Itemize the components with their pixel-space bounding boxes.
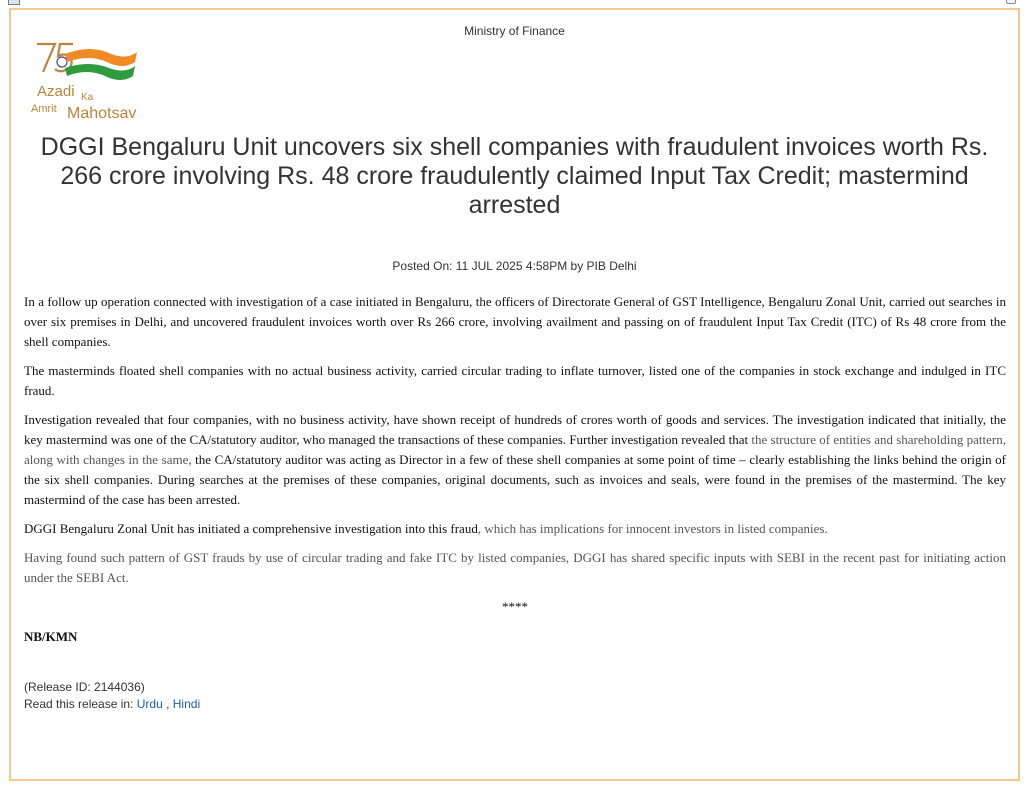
- logo-graphic: [29, 40, 159, 122]
- paragraph-3-part-1: Investigation revealed that four companies, with no business activity, have shown receipt of hundreds of crores worth of goods and services. The investigation indicated that initially, the key mastermind was one of the CA/statutory auditor, who managed the transactions of these companies. Further investigation revealed that: [24, 412, 1006, 447]
- chakra-icon: [57, 57, 67, 67]
- read-in-label: Read this release in:: [24, 697, 137, 711]
- logo-ka-text: Ka: [81, 92, 94, 103]
- article-body: [24, 292, 1006, 647]
- page-icon[interactable]: [8, 0, 20, 5]
- posted-on: Posted On: 11 JUL 2025 4:58PM by PIB Delhi: [392, 259, 637, 273]
- paragraph-3: [24, 410, 1006, 510]
- release-id: (Release ID: 2144036): [24, 680, 145, 694]
- release-frame: [9, 8, 1020, 781]
- paragraph-3-part-3: the CA/statutory auditor was acting as Director in a few of these shell companies at some point of time – clearly establishing the links behind the origin of the six shell companies. During searches at the premises of these companies, original documents, such as invoices and seals, were found in the premises of the mastermind. The key mastermind of the case has been arrested.: [24, 452, 1006, 507]
- ministry-label: Ministry of Finance: [464, 24, 565, 38]
- paragraph-4-part-1: DGGI Bengaluru Zonal Unit has initiated a comprehensive investigation into this fraud: [24, 521, 478, 536]
- paragraph-4: [24, 519, 1006, 539]
- separator-stars: ****: [502, 599, 528, 614]
- logo-amrit-text: Amrit: [31, 103, 57, 115]
- read-in-line: [24, 696, 200, 713]
- release-footer: [24, 679, 200, 713]
- paragraph-5: Having found such pattern of GST frauds by use of circular trading and fake ITC by listed companies, DGGI has shared specific inputs with SEBI in the recent past for initiating action under the SEBI Act.: [24, 550, 1006, 585]
- flag-green-band: [65, 64, 135, 80]
- language-separator: ,: [162, 697, 173, 711]
- flag-saffron-band: [65, 49, 137, 66]
- paragraph-3-part-2: the structure of entities and shareholding pattern, along with changes in the same,: [24, 432, 1006, 467]
- language-link-urdu[interactable]: Urdu: [136, 697, 163, 711]
- logo-seven-stroke: [37, 44, 55, 72]
- logo-azadi-text: Azadi: [37, 83, 75, 100]
- window-top-strip: [0, 0, 1024, 8]
- paragraph-2: The masterminds floated shell companies with no actual business activity, carried circular trading to inflate turnover, listed one of the companies in stock exchange and indulged in ITC fraud.: [24, 363, 1006, 398]
- window-control-icon[interactable]: [1006, 0, 1016, 4]
- paragraph-4-part-2: , which has implications for innocent investors in listed companies.: [477, 521, 828, 536]
- logo-mahotsav-text: Mahotsav: [67, 105, 137, 122]
- page-title: DGGI Bengaluru Unit uncovers six shell companies with fraudulent invoices worth Rs. 266 crore involving Rs. 48 crore fraudulently claimed Input Tax Credit; mastermind arrested: [40, 133, 989, 219]
- azadi-ka-amrit-mahotsav-logo: [29, 40, 159, 122]
- language-link-hindi[interactable]: Hindi: [172, 697, 201, 711]
- signoff: NB/KMN: [24, 629, 78, 644]
- paragraph-1: In a follow up operation connected with investigation of a case initiated in Bengaluru, the officers of Directorate General of GST Intelligence, Bengaluru Zonal Unit, carried out searches in over six premises in Delhi, and uncovered fraudulent invoices worth over Rs 266 crore, involving availment and passing on of fraudulent Input Tax Credit (ITC) of Rs 48 crore from the shell companies.: [24, 294, 1006, 349]
